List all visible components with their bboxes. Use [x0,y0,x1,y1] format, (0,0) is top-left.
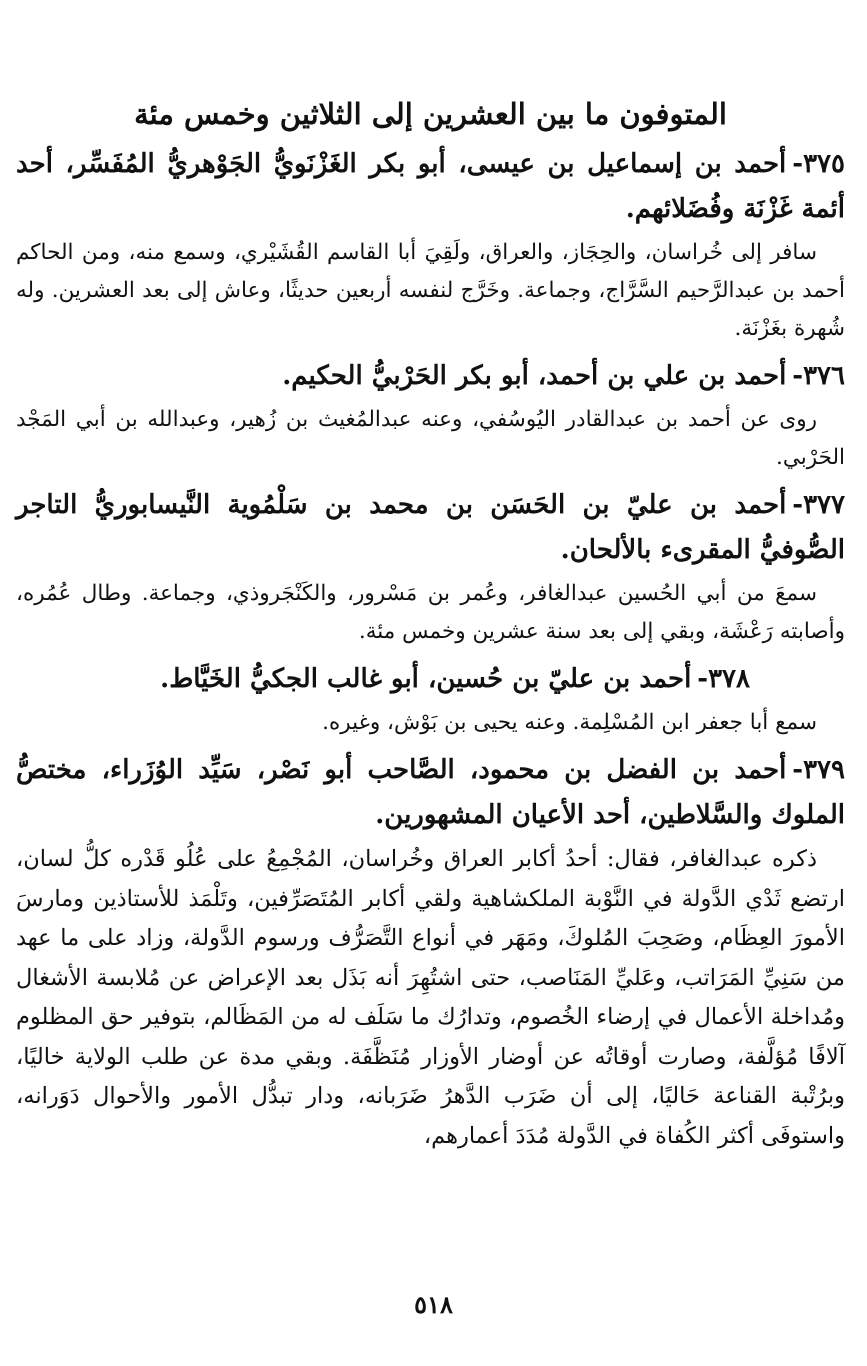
entry-number: ٣٧٨- [697,664,750,694]
page-content [16,88,845,1162]
entry-378 [16,657,845,742]
entry-number: ٣٧٧- [792,490,845,520]
entry-number: ٣٧٦- [792,361,845,391]
entry-379 [16,748,845,1156]
page-title: المتوفون ما بين العشرين إلى الثلاثين وخمس مئة [134,97,727,131]
entry-heading [16,354,845,399]
entry-heading [16,657,845,702]
entry-heading [16,748,845,838]
entry-375 [16,142,845,348]
entry-number: ٣٧٩- [792,755,845,785]
entry-heading-text: أحمد بن الفضل بن محمود، الصَّاحب أبو نَصْر، سَيِّد الوُزَراء، مختصُّ الملوك والسَّلاطين، أحد الأعيان المشهورين. [16,755,845,830]
entry-heading-text: أحمد بن عليّ بن الحَسَن بن محمد بن سَلْمُوية النَّيسابوريُّ التاجر الصُّوفيُّ المقرىء بالألحان. [16,490,845,565]
entry-body: روى عن أحمد بن عبدالقادر اليُوسُفي، وعنه عبدالمُغيث بن زُهير، وعبدالله بن أبي المَجْد الحَرْبي. [16,407,845,470]
entry-number: ٣٧٥- [792,149,845,179]
entry-heading [16,142,845,232]
entry-body: سافر إلى خُراسان، والحِجَاز، والعراق، ولَقِيَ أبا القاسم القُشَيْري، وسمع منه، ومن الحاكم أحمد بن عبدالرَّحيم السَّرَّاج، وجماعة. وخَرَّج لنفسه أربعين حديثًا، وعاش إلى بعد العشرين. وله شُهرة بغَزْنَة. [16,240,845,341]
entry-heading [16,483,845,573]
entry-body: ذكره عبدالغافر، فقال: أحدُ أكابر العراق وخُراسان، المُجْمِعُ على عُلُو قَدْره كلُّ لسان، ارتضع ثَدْي الدَّولة في النَّوْبة الملكشاهية ولقي أكابر المُتَصَرِّفين، وتَلْمَذ للأستاذين ومارسَ الأمورَ العِظَام، وصَحِبَ المُلوكَ، ومَهَر في أنواع التَّصَرُّف ورسوم الدَّولة، وزاد على ما عهد من سَنِيِّ المَرَاتب، وعَليِّ المَنَاصب، حتى اشتُهِرَ أنه بَذَل بعد الإعراض عن مُلابسة الأشغال ومُداخلة الأعمال في إرضاء الخُصوم، وتدارُك ما سَلَف له من المَظَالم، بتوفير حق المظلوم آلافًا مُؤلَّفة، وصارت أوقاتُه عن أوضار الأوزار مُنَظَّفَة. وبقي مدة عن طلب الولاية خاليًا، وبرُتْبة القناعة حَاليًا، إلى أن ضَرَب الدَّهرُ ضَرَبانه، ودار تبدُّل الأمور والأحوال دَوَرانه، واستوفَى أكثر الكُفاة في الدَّولة مُدَدَ أعمارهم، [16,846,845,1149]
entry-heading-text: أحمد بن إسماعيل بن عيسى، أبو بكر الغَزْنَويُّ الجَوْهريُّ المُفَسِّر، أحد أئمة غَزْنَة وفُضَلائهم. [16,149,845,224]
entry-heading-text: أحمد بن عليّ بن حُسين، أبو غالب الجكيُّ الخَيَّاط. [160,664,692,694]
page-number: ٥١٨ [414,1290,453,1319]
entry-heading-text: أحمد بن علي بن أحمد، أبو بكر الحَرْبيُّ الحكيم. [282,361,787,391]
entry-body: سمعَ من أبي الحُسين عبدالغافر، وعُمر بن مَسْرور، والكَنْجَروذي، وجماعة. وطال عُمُره، وأصابته رَعْشَة، وبقي إلى بعد سنة عشرين وخمس مئة. [16,581,845,644]
entry-377 [16,483,845,651]
entry-body: سمع أبا جعفر ابن المُسْلِمة. وعنه يحيى بن بَوْش، وغيره. [322,710,817,735]
entry-376 [16,354,845,477]
